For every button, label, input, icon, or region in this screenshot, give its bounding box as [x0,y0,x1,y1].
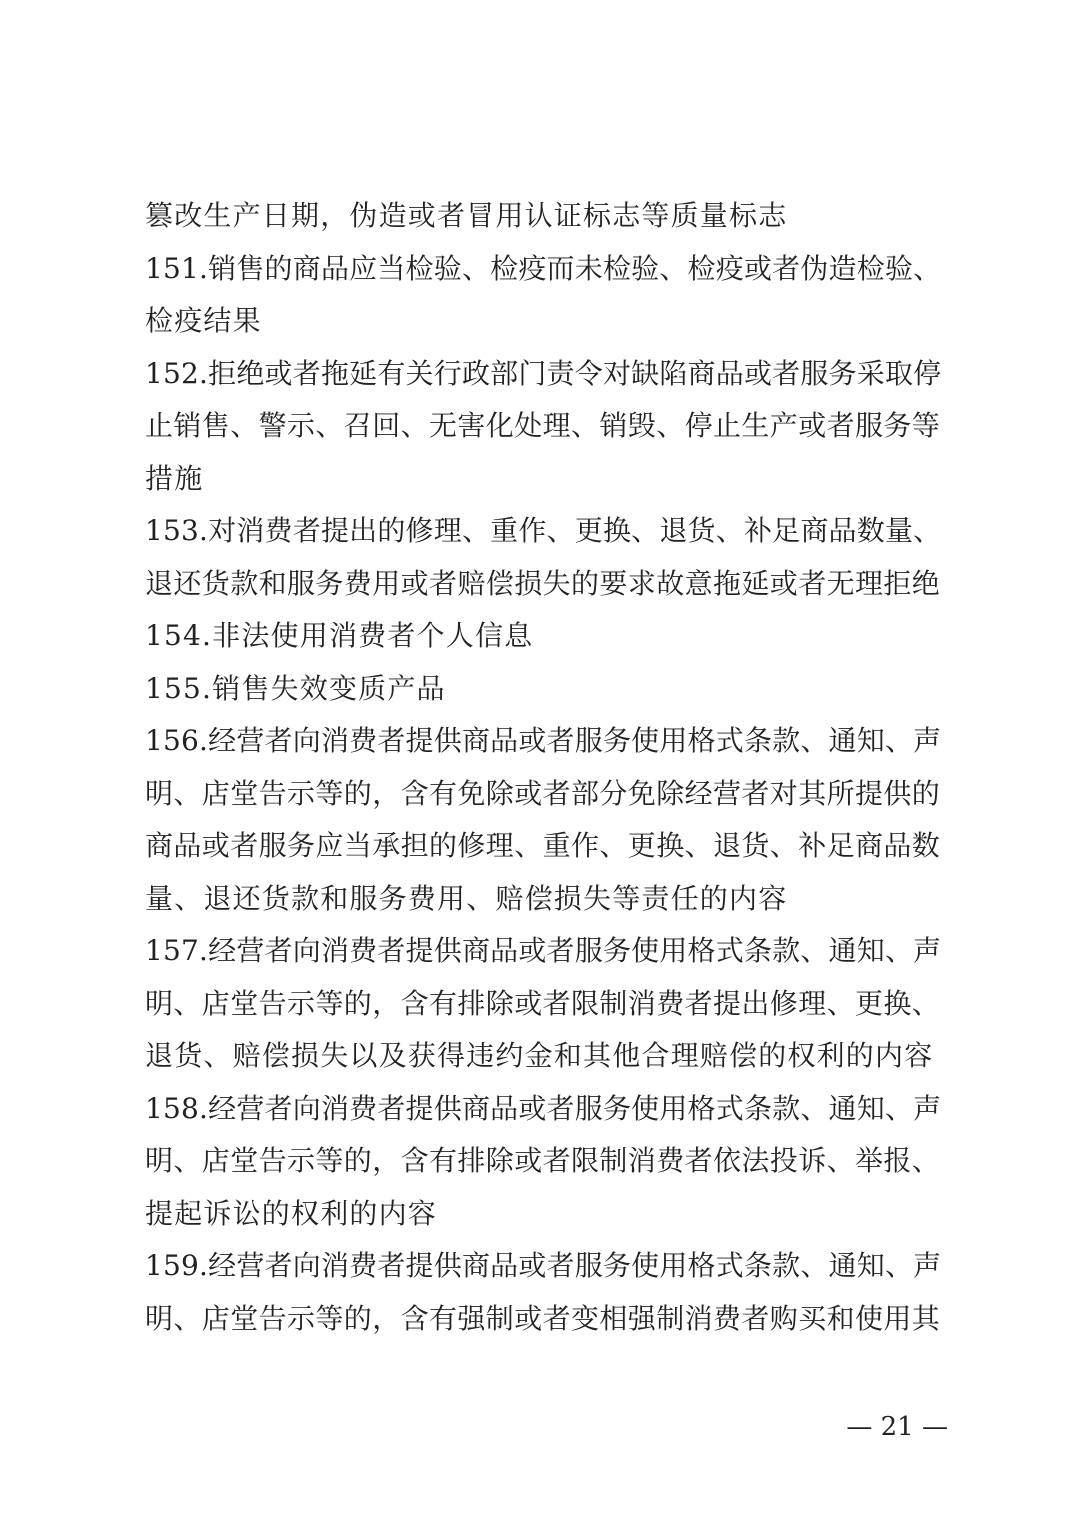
text-line: 量、退还货款和服务费用、赔偿损失等责任的内容 [145,882,788,915]
text-line: 检疫结果 [145,304,262,337]
text-line: 151.销售的商品应当检验、检疫而未检验、检疫或者伪造检验、 [145,252,942,285]
text-line: 退还货款和服务费用或者赔偿损失的要求故意拖延或者无理拒绝 [145,567,941,600]
text-line: 篡改生产日期，伪造或者冒用认证标志等质量标志 [145,199,788,232]
text-line: 155.销售失效变质产品 [145,672,446,705]
text-line: 明、店堂告示等的，含有免除或者部分免除经营者对其所提供的 [145,777,941,810]
text-line: 156.经营者向消费者提供商品或者服务使用格式条款、通知、声 [145,724,942,757]
text-line: 158.经营者向消费者提供商品或者服务使用格式条款、通知、声 [145,1092,942,1125]
text-line: 159.经营者向消费者提供商品或者服务使用格式条款、通知、声 [145,1249,942,1282]
text-line: 153.对消费者提出的修理、重作、更换、退货、补足商品数量、 [145,514,942,547]
text-line: 商品或者服务应当承担的修理、重作、更换、退货、补足商品数 [145,829,941,862]
text-line: 提起诉讼的权利的内容 [145,1197,438,1230]
text-line: 明、店堂告示等的，含有排除或者限制消费者依法投诉、举报、 [145,1144,941,1177]
text-line: 154.非法使用消费者个人信息 [145,619,534,652]
text-line: 止销售、警示、召回、无害化处理、销毁、停止生产或者服务等 [145,409,941,442]
text-line: 退货、赔偿损失以及获得违约金和其他合理赔偿的权利的内容 [145,1039,934,1072]
text-line: 157.经营者向消费者提供商品或者服务使用格式条款、通知、声 [145,934,942,967]
text-line: 明、店堂告示等的，含有排除或者限制消费者提出修理、更换、 [145,987,941,1020]
page-number: — 21 — [846,1412,948,1442]
text-line: 措施 [145,462,204,495]
text-line: 明、店堂告示等的，含有强制或者变相强制消费者购买和使用其 [145,1302,941,1335]
text-line: 152.拒绝或者拖延有关行政部门责令对缺陷商品或者服务采取停 [145,357,942,390]
